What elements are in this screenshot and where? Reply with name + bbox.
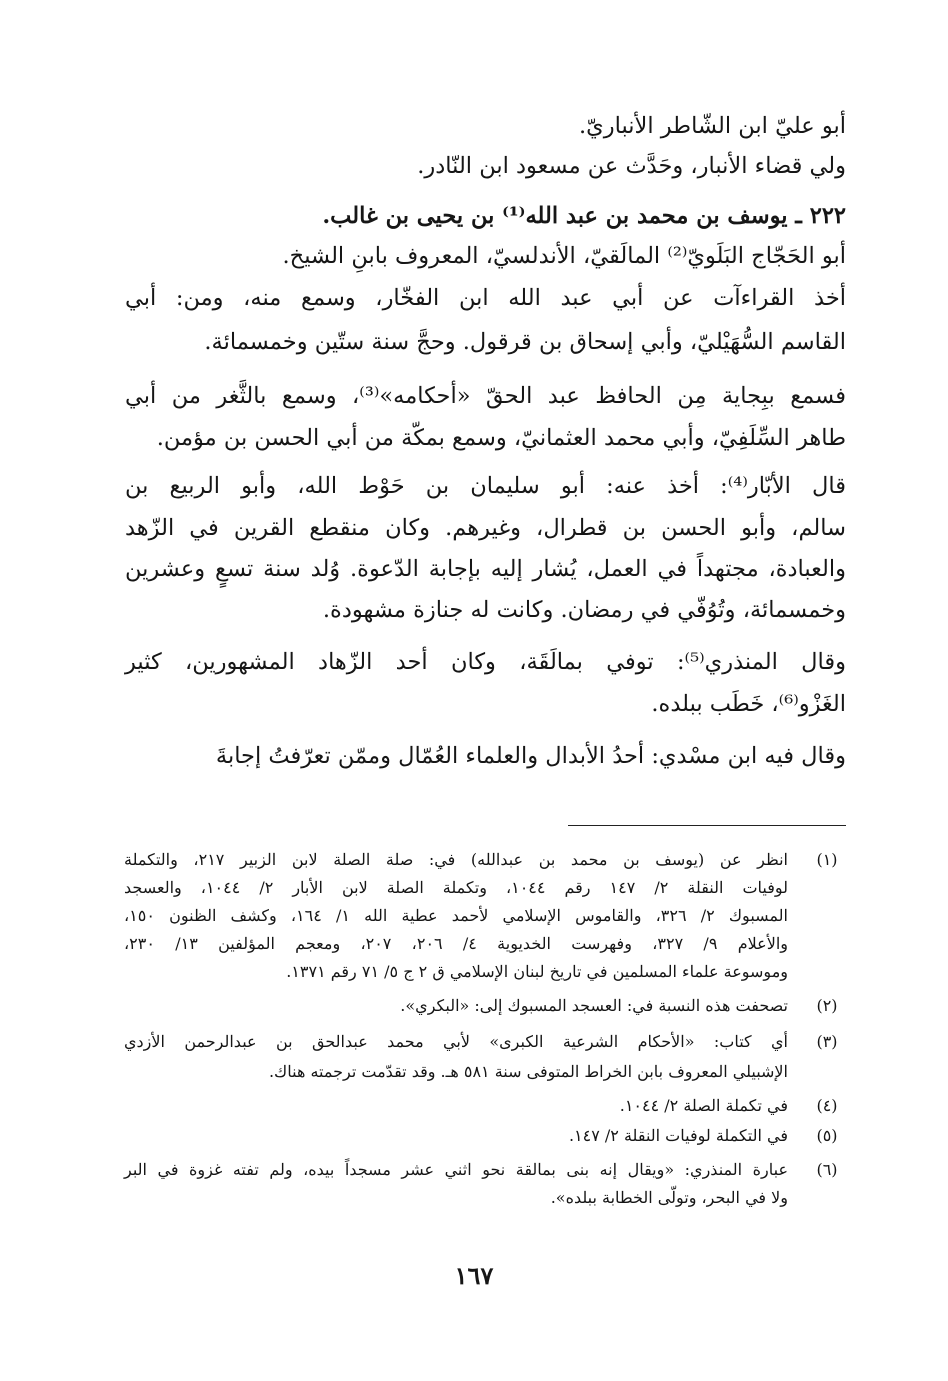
footnote-line: عبارة المنذري: «ويقال إنه بنى بمالقة نحو اثني عشر مسجداً بيده، ولم تفته غزوة في البر — [124, 1160, 788, 1179]
footnote-number: (١) — [816, 850, 838, 869]
footnote-number: (٢) — [816, 996, 838, 1015]
footnote-line: تصحفت هذه النسبة في: العسجد المسبوك إلى: «البكري». — [400, 996, 788, 1015]
footnote-line: ولا في البحر، وتولّى الخطابة ببلده». — [550, 1188, 788, 1207]
footnote-number: (٥) — [816, 1126, 838, 1145]
footnote-line: انظر عن (يوسف بن محمد بن عبدالله) في: صلة الصلة لابن الزبير ٢١٧، والتكملة — [124, 850, 789, 869]
page-number: ١٦٧ — [454, 1261, 494, 1290]
body-line: ولي قضاء الأنبار، وحَدَّث عن مسعود ابن النّادر. — [417, 153, 846, 179]
body-line: وخمسمائة، وتُوُفّي في رمضان. وكانت له جنازة مشهودة. — [322, 597, 846, 623]
body-line: أبو الحَجّاج البَلَويّ⁽²⁾ المالَقيّ، الأندلسيّ، المعروف بابنِ الشيخ. — [282, 243, 846, 269]
footnote-number: (٤) — [816, 1096, 838, 1115]
body-line: طاهر السِّلَفِيّ، وأبي محمد العثمانيّ، وسمع بمكّة من أبي الحسن بن مؤمن. — [156, 425, 846, 451]
body-line: فسمع ببِجاية مِن الحافظ عبد الحقّ «أحكامه»⁽³⁾، وسمع بالثَّغر من أبي — [125, 383, 847, 409]
entry-heading: ٢٢٢ ـ يوسف بن محمد بن عبد الله⁽¹⁾ بن يحيى بن غالب. — [322, 203, 846, 229]
body-line: سالم، وأبو الحسن بن قطرال، وغيرهم. وكان منقطع القرين في الزّهد — [125, 515, 846, 541]
body-line: أبو عليّ ابن الشّاطر الأنباريّ. — [579, 113, 846, 139]
body-line: أخذ القراءآت عن أبي عبد الله ابن الفخّار، وسمع منه، ومن: أبي — [125, 285, 846, 311]
footnote-number: (٦) — [816, 1160, 838, 1179]
body-line: قال الأبّار⁽⁴⁾: أخذ عنه: أبو سليمان بن حَوْط الله، وأبو الربيع بن — [125, 473, 846, 499]
footnote-line: الإشبيلي المعروف بابن الخراط المتوفى سنة ٥٨١ هـ. وقد تقدّمت ترجمته هناك. — [268, 1062, 788, 1081]
footnote-line: أي كتاب: «الأحكام الشرعية الكبرى» لأبي محمد عبدالحق بن عبدالرحمن الأزدي — [124, 1032, 788, 1051]
footnote-line: لوفيات النقلة ٢/ ١٤٧ رقم ١٠٤٤، وتكملة الصلة لابن الأبار ٢/ ١٠٤٤، والعسجد — [124, 878, 788, 897]
footnote-line: في التكملة لوفيات النقلة ٢/ ١٤٧. — [568, 1126, 788, 1145]
footnote-line: المسبوك ٢/ ٣٢٦، والقاموس الإسلامي لأحمد عطية الله ١/ ١٦٤، وكشف الظنون ١٥٠، — [124, 906, 788, 925]
footnote-line: والأعلام ٩/ ٣٢٧، وفهرست الخديوية ٤/ ٢٠٦، ٢٠٧، ومعجم المؤلفين ١٣/ ٢٣٠، — [124, 934, 788, 953]
body-line: وقال فيه ابن مسْدي: أحدُ الأبدال والعلماء العُمّال وممّن تعرّفتُ إجابةَ — [215, 743, 846, 769]
body-line: القاسم السُّهَيْليّ، وأبي إسحاق بن قرقول. وحجَّ سنة ستّين وخمسمائة. — [204, 329, 846, 355]
footnote-line: في تكملة الصلة ٢/ ١٠٤٤. — [619, 1096, 788, 1115]
body-line: الغَزْو⁽⁶⁾، خَطَب ببلده. — [651, 691, 846, 717]
footnote-number: (٣) — [816, 1032, 838, 1051]
body-line: والعبادة، مجتهداً في العمل، يُشار إليه بإجابة الدّعوة. وُلد سنة تسعٍ وعشرين — [125, 556, 846, 582]
footnote-line: وموسوعة علماء المسلمين في تاريخ لبنان الإسلامي ق ٢ ج ٥/ ٧١ رقم ١٣٧١. — [286, 962, 788, 981]
footnote-separator — [568, 825, 846, 826]
body-line: وقال المنذري⁽⁵⁾: توفي بمالَقَة، وكان أحد الزّهاد المشهورين، كثير — [125, 649, 846, 675]
